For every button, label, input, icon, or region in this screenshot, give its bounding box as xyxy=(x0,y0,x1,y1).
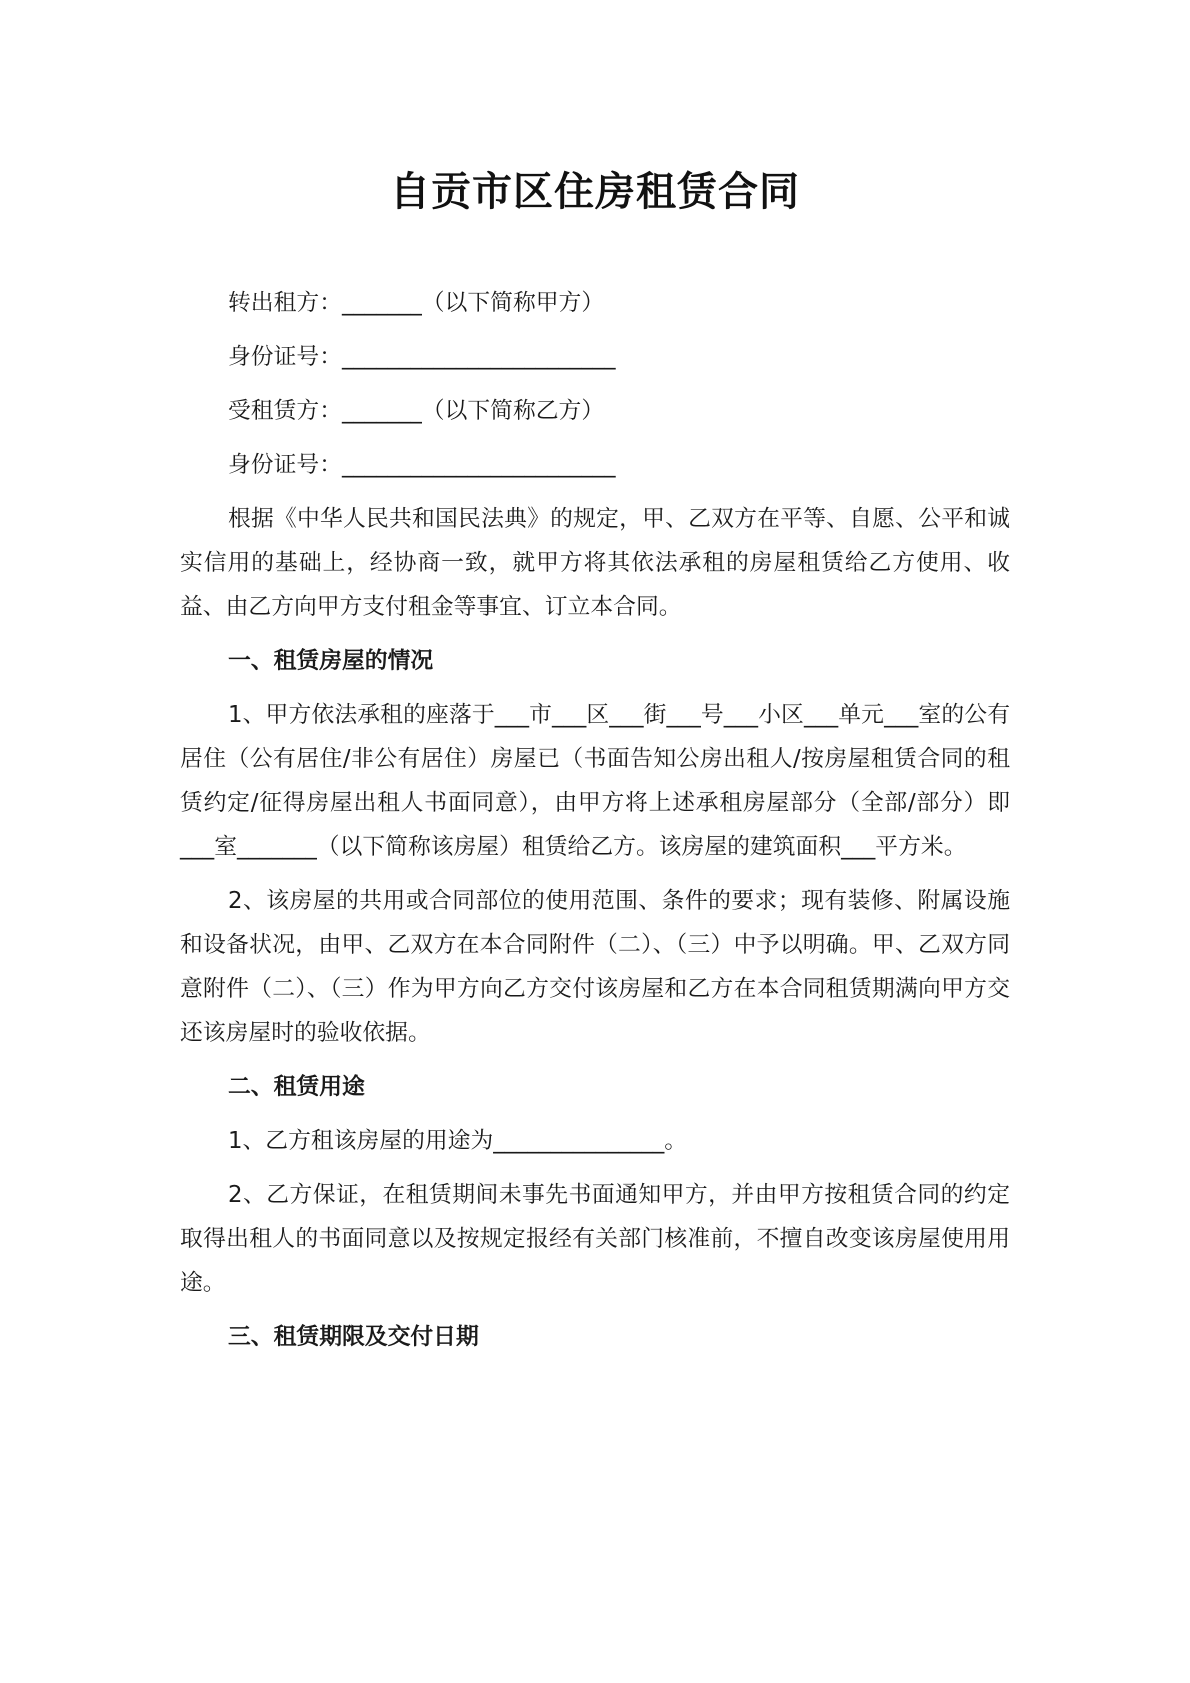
section-heading-2: 二、租赁用途 xyxy=(228,1074,365,1100)
document-title: 自贡市区住房租赁合同 xyxy=(390,169,800,215)
section1-clause-1: 1、甲方依法承租的座落于___市___区___街___号___小区___单元___室的公有居住（公有居住/非公有居住）房屋已（书面告知公房出租人/按房屋租赁合同的租赁约定/征得房屋出租人书面同意），由甲方将上述承租房屋部分（全部/部分）即___室_______（以下简称该房屋）租赁给乙方。该房屋的建筑面积___平方米。 xyxy=(180,702,1010,860)
lessor-field: 转出租方：_______（以下简称甲方） xyxy=(228,290,605,316)
section2-clause-2: 2、乙方保证，在租赁期间未事先书面通知甲方，并由甲方按租赁合同的约定取得出租人的书面同意以及按规定报经有关部门核准前，不擅自改变该房屋使用用途。 xyxy=(180,1182,1010,1296)
preamble-paragraph: 根据《中华人民共和国民法典》的规定，甲、乙双方在平等、自愿、公平和诚实信用的基础上，经协商一致，就甲方将其依法承租的房屋租赁给乙方使用、收益、由乙方向甲方支付租金等事宜、订立本合同。 xyxy=(180,506,1010,620)
section1-clause-2: 2、该房屋的共用或合同部位的使用范围、条件的要求；现有装修、附属设施和设备状况，由甲、乙双方在本合同附件（二）、（三）中予以明确。甲、乙双方同意附件（二）、（三）作为甲方向乙方交付该房屋和乙方在本合同租赁期满向甲方交还该房屋时的验收依据。 xyxy=(180,888,1010,1046)
section-heading-1: 一、租赁房屋的情况 xyxy=(228,648,434,674)
section2-clause-1: 1、乙方租该房屋的用途为_______________。 xyxy=(228,1128,688,1154)
lessee-id-field: 身份证号：________________________ xyxy=(228,452,616,478)
document-body xyxy=(180,281,1010,1369)
section-heading-3: 三、租赁期限及交付日期 xyxy=(228,1324,479,1350)
lessor-id-field: 身份证号：________________________ xyxy=(228,344,616,370)
lessee-field: 受租赁方：_______（以下简称乙方） xyxy=(228,398,605,424)
